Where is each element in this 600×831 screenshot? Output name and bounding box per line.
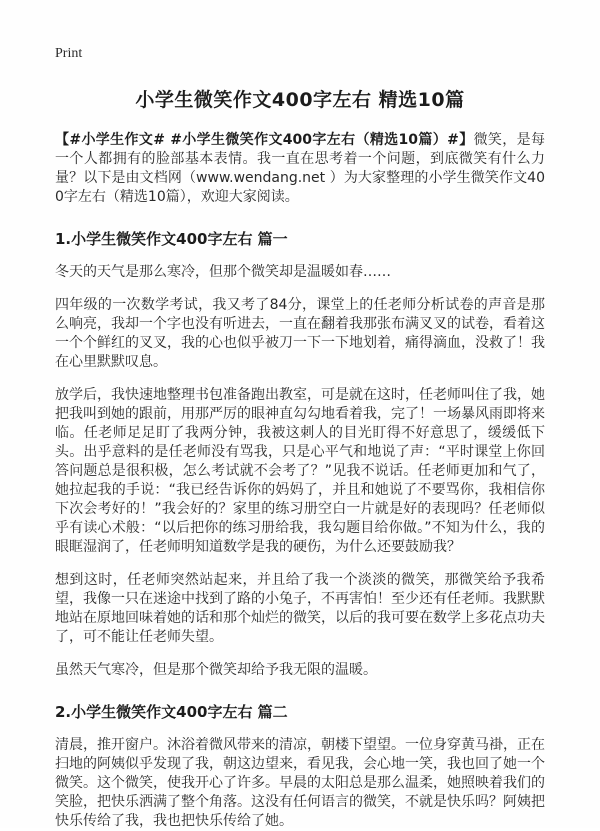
intro-text: 微笑，是每一个人都拥有的脸部基本表情。我一直在思考着一个问题，到底微笑有什么力量？以下是由文档网（www.wendang.net ）为大家整理的小学生微笑作文400字左右（精选10篇），欢迎大家阅读。 [55, 132, 545, 205]
intro-paragraph [55, 131, 545, 207]
page-title: 小学生微笑作文400字左右 精选10篇 [135, 89, 465, 111]
section-1-paragraph: 四年级的一次数学考试，我又考了84分，课堂上的任老师分析试卷的声音是那么响亮，我却一个字也没有听进去，一直在翻着我那张布满叉叉的试卷，看着这一个个鲜红的叉叉，我的心也似乎被刀一下一下地划着，痛得滴血，没救了！我在心里默默叹息。 [55, 297, 545, 370]
section-1-heading: 1.小学生微笑作文400字左右 篇一 [55, 230, 288, 248]
section-1-paragraph: 想到这时，任老师突然站起来，并且给了我一个淡淡的微笑，那微笑给予我希望，我像一只在迷途中找到了路的小兔子，不再害怕！至少还有任老师。我默默地站在原地回味着她的话和那个灿烂的微笑，以后的我可要在数学上多花点功夫了，可不能让任老师失望。 [55, 572, 545, 645]
intro-hashtags: 【#小学生作文# #小学生微笑作文400字左右（精选10篇）#】 [55, 132, 474, 148]
section-2-heading: 2.小学生微笑作文400字左右 篇二 [55, 703, 288, 721]
print-button[interactable]: Print [55, 46, 83, 61]
section-2-paragraph: 清晨，推开窗户。沐浴着微风带来的清凉，朝楼下望望。一位身穿黄马褂，正在扫地的阿姨似乎发现了我，朝这边望来，看见我，会心地一笑，我也回了她一个微笑。这个微笑，使我开心了许多。早晨的太阳总是那么温柔，她照映着我们的笑脸，把快乐洒满了整个角落。这没有任何语言的微笑，不就是快乐吗？阿姨把快乐传给了我，我也把快乐传给了她。 [55, 737, 545, 829]
section-1-paragraph: 虽然天气寒冷，但是那个微笑却给予我无限的温暖。 [55, 662, 377, 678]
section-1-paragraph: 放学后，我快速地整理书包准备跑出教室，可是就在这时，任老师叫住了我，她把我叫到她的跟前，用那严厉的眼神直勾勾地看着我，完了！一场暴风雨即将来临。任老师足足盯了我两分钟，我被这刺人的目光盯得不好意思了，缓缓低下头。出乎意料的是任老师没有骂我，只是心平气和地说了声：“平时课堂上你回答问题总是很积极，怎么考试就不会考了？”见我不说话。任老师更加和气了，她拉起我的手说：“我已经告诉你的妈妈了，并且和她说了不要骂你，我相信你下次会考好的！”我会好的？家里的练习册空白一片就是好的表现吗？任老师似乎有读心术般：“以后把你的练习册给我，我勾题目给你做。”不知为什么，我的眼眶湿润了，任老师明知道数学是我的硬伤，为什么还要鼓励我？ [55, 387, 545, 555]
section-1-paragraph: 冬天的天气是那么寒冷，但那个微笑却是温暖如春…… [55, 264, 391, 280]
